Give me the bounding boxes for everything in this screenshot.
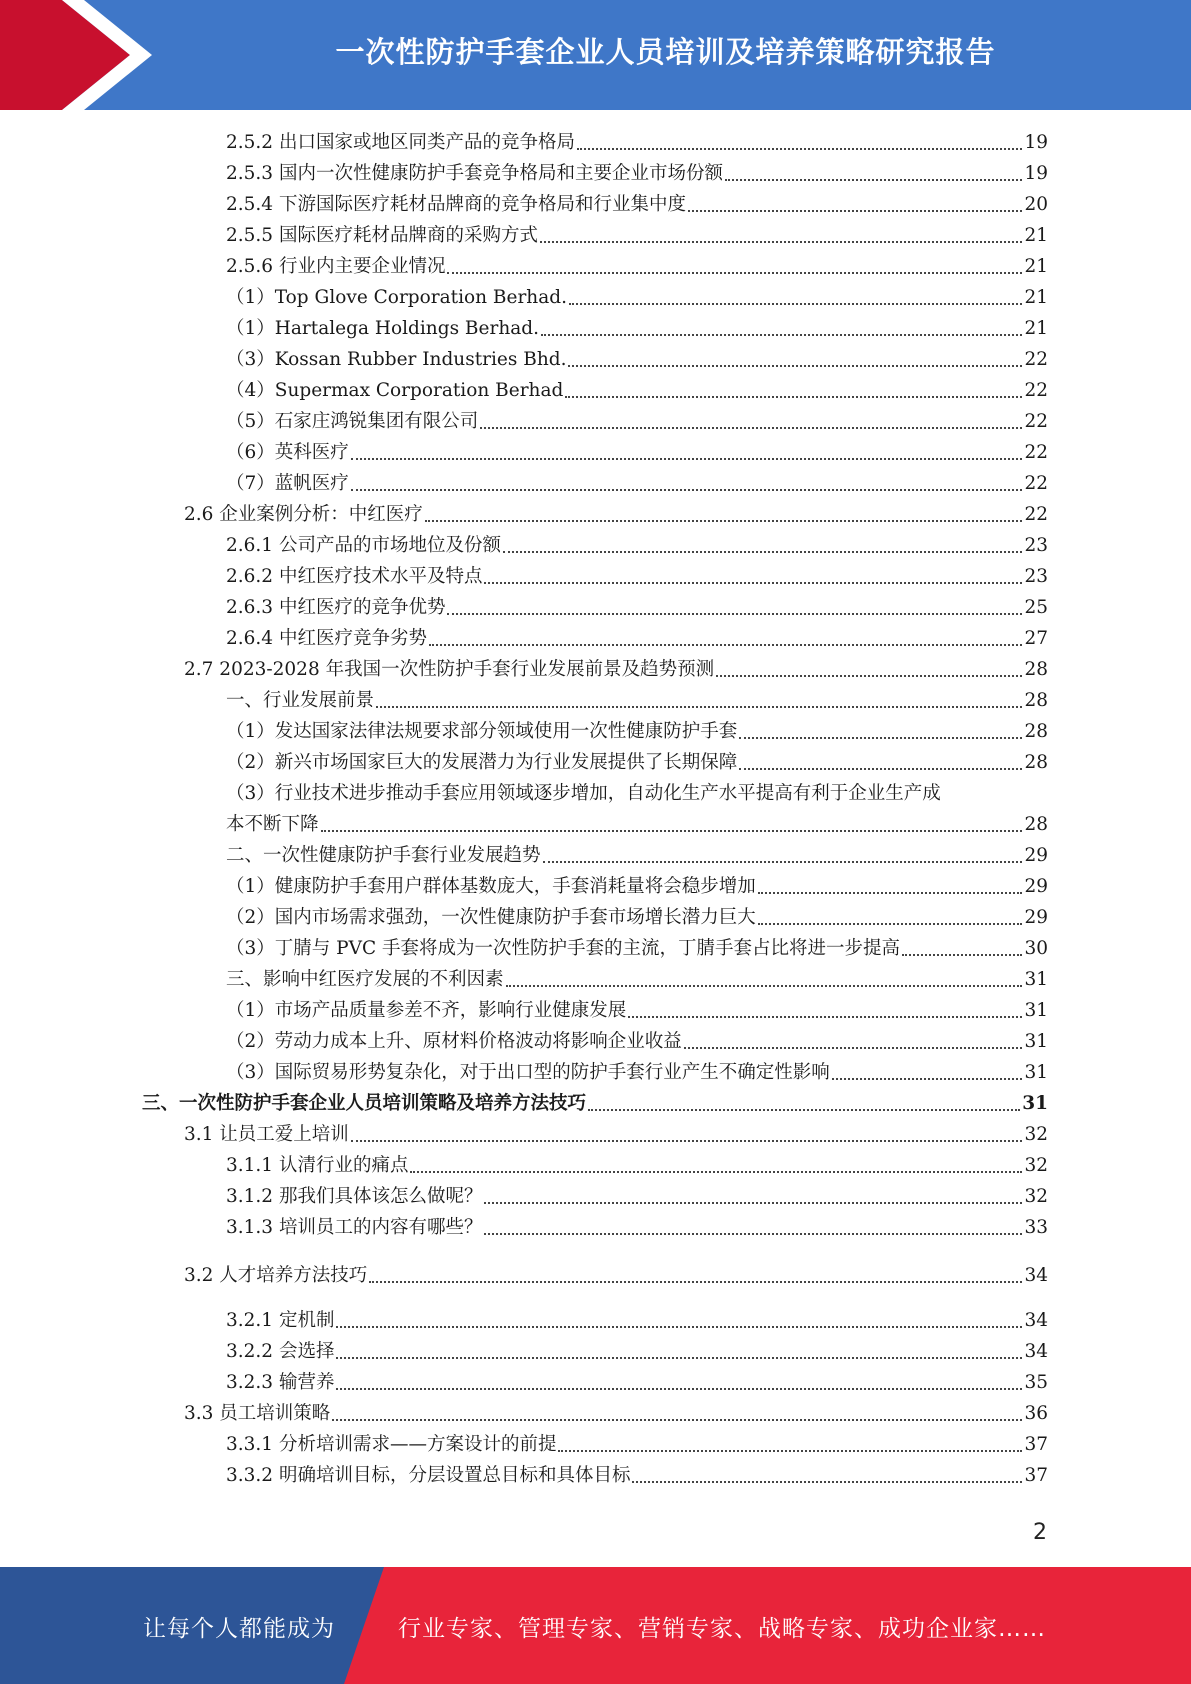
dot-leader — [758, 923, 1023, 925]
toc-entry[interactable] — [184, 654, 1048, 685]
dot-leader — [410, 1171, 1022, 1173]
toc-entry[interactable] — [226, 1212, 1048, 1243]
toc-label: 三、一次性防护手套企业人员培训策略及培养方法技巧 — [142, 1093, 587, 1114]
toc-entry[interactable] — [226, 902, 1048, 933]
toc-page: 21 — [1024, 225, 1048, 246]
dot-leader — [321, 830, 1023, 832]
toc-label: 2.5.5 国际医疗耗材品牌商的采购方式 — [226, 225, 538, 246]
toc-entry[interactable] — [226, 1429, 1048, 1460]
dot-leader — [336, 1326, 1022, 1328]
toc-label: 2.5.4 下游国际医疗耗材品牌商的竞争格局和行业集中度 — [226, 194, 686, 215]
dot-leader — [484, 1202, 1022, 1204]
toc-label: 3.1.1 认清行业的痛点 — [226, 1155, 409, 1176]
toc-page: 34 — [1024, 1265, 1048, 1286]
toc-page: 34 — [1024, 1310, 1048, 1331]
toc-label: （7）蓝帆医疗 — [226, 473, 349, 494]
toc-page: 20 — [1024, 194, 1048, 215]
toc-label: 3.3.1 分析培训需求——方案设计的前提 — [226, 1434, 557, 1455]
dot-leader — [447, 613, 1022, 615]
dot-leader — [588, 1109, 1020, 1111]
dot-leader — [688, 210, 1022, 212]
dot-leader — [332, 1419, 1022, 1421]
toc-label: 3.1 让员工爱上培训 — [184, 1124, 349, 1145]
toc-entry[interactable] — [226, 1150, 1048, 1181]
toc-entry[interactable] — [226, 220, 1048, 251]
toc-page: 21 — [1024, 256, 1048, 277]
page-footer — [0, 1567, 1191, 1684]
toc-entry[interactable] — [226, 561, 1048, 592]
toc-entry[interactable] — [226, 964, 1048, 995]
toc-entry[interactable] — [226, 592, 1048, 623]
toc-label: 三、影响中红医疗发展的不利因素 — [226, 969, 504, 990]
dot-leader — [480, 427, 1022, 429]
toc-entry[interactable] — [226, 158, 1048, 189]
dot-leader — [739, 737, 1022, 739]
toc-page: 32 — [1024, 1155, 1048, 1176]
toc-entry[interactable] — [226, 468, 1048, 499]
toc-page: 35 — [1024, 1372, 1048, 1393]
toc-page: 33 — [1024, 1217, 1048, 1238]
dot-leader — [558, 1450, 1022, 1452]
toc-entry[interactable] — [226, 406, 1048, 437]
toc-page: 28 — [1024, 752, 1048, 773]
toc-page: 28 — [1024, 690, 1048, 711]
toc-page: 34 — [1024, 1341, 1048, 1362]
dot-leader — [351, 489, 1023, 491]
toc-entry[interactable] — [226, 127, 1048, 158]
toc-label: 3.2.3 输营养 — [226, 1372, 335, 1393]
toc-page: 19 — [1024, 132, 1048, 153]
toc-entry[interactable] — [226, 1057, 1048, 1088]
toc-entry[interactable] — [226, 1181, 1048, 1212]
toc-label: 3.3 员工培训策略 — [184, 1403, 331, 1424]
dot-leader — [577, 148, 1022, 150]
toc-page: 21 — [1024, 287, 1048, 308]
toc-page: 29 — [1024, 845, 1048, 866]
dot-leader — [632, 1481, 1022, 1483]
toc-entry[interactable] — [226, 375, 1048, 406]
toc-entry[interactable] — [184, 499, 1048, 530]
toc-entry[interactable] — [226, 809, 1048, 840]
page-header — [0, 0, 1191, 110]
toc-page: 23 — [1024, 566, 1048, 587]
toc-label: （1）发达国家法律法规要求部分领域使用一次性健康防护手套 — [226, 721, 738, 742]
toc-page: 32 — [1024, 1124, 1048, 1145]
toc-label: （2）国内市场需求强劲，一次性健康防护手套市场增长潜力巨大 — [226, 907, 756, 928]
footer-slogan-right: 行业专家、管理专家、营销专家、战略专家、成功企业家…… — [398, 1616, 1046, 1642]
toc-entry[interactable] — [226, 716, 1048, 747]
dot-leader — [565, 396, 1022, 398]
toc-page: 25 — [1024, 597, 1048, 618]
toc-entry[interactable] — [226, 995, 1048, 1026]
dot-leader — [351, 458, 1023, 460]
dot-leader — [569, 303, 1022, 305]
dot-leader — [725, 179, 1022, 181]
toc-label: （4）Supermax Corporation Berhad — [226, 380, 564, 401]
toc-page: 22 — [1024, 442, 1048, 463]
toc-page: 31 — [1022, 1093, 1048, 1114]
toc-entry[interactable] — [226, 871, 1048, 902]
toc-entry[interactable] — [184, 1260, 1048, 1291]
toc-entry[interactable] — [184, 1398, 1048, 1429]
page-number: 2 — [1033, 1520, 1047, 1545]
toc-entry[interactable] — [226, 282, 1048, 313]
dot-leader — [369, 1281, 1022, 1283]
toc-label: （3）丁腈与 PVC 手套将成为一次性防护手套的主流，丁腈手套占比将进一步提高 — [226, 938, 900, 959]
toc-page: 29 — [1024, 876, 1048, 897]
toc-page: 23 — [1024, 535, 1048, 556]
toc-label: 2.6.3 中红医疗的竞争优势 — [226, 597, 446, 618]
toc-label: （2）劳动力成本上升、原材料价格波动将影响企业收益 — [226, 1031, 682, 1052]
toc-label: （1）Top Glove Corporation Berhad. — [226, 287, 567, 308]
toc-entry-wrapped-line[interactable]: （3）行业技术进步推动手套应用领域逐步增加，自动化生产水平提高有利于企业生产成 — [226, 783, 941, 804]
toc-page: 22 — [1024, 349, 1048, 370]
toc-entry[interactable] — [226, 840, 1048, 871]
toc-entry[interactable] — [226, 1367, 1048, 1398]
toc-entry[interactable] — [226, 251, 1048, 282]
toc-label: （5）石家庄鸿锐集团有限公司 — [226, 411, 479, 432]
toc-entry[interactable] — [226, 747, 1048, 778]
toc-label: 3.1.2 那我们具体该怎么做呢？ — [226, 1186, 483, 1207]
toc-label: 3.2 人才培养方法技巧 — [184, 1265, 368, 1286]
toc-label: 一、行业发展前景 — [226, 690, 375, 711]
toc-entry[interactable] — [184, 1119, 1048, 1150]
toc-page: 22 — [1024, 380, 1048, 401]
toc-label: （1）市场产品质量参差不齐，影响行业健康发展 — [226, 1000, 627, 1021]
toc-label: 3.1.3 培训员工的内容有哪些？ — [226, 1217, 483, 1238]
toc-label: （3）国际贸易形势复杂化，对于出口型的防护手套行业产生不确定性影响 — [226, 1062, 830, 1083]
toc-page: 22 — [1024, 504, 1048, 525]
dot-leader — [758, 892, 1023, 894]
toc-page: 31 — [1024, 1062, 1048, 1083]
dot-leader — [336, 1388, 1022, 1390]
dot-leader — [543, 861, 1023, 863]
toc-page: 22 — [1024, 411, 1048, 432]
toc-page: 37 — [1024, 1465, 1048, 1486]
toc-entry[interactable] — [226, 933, 1048, 964]
toc-page: 29 — [1024, 907, 1048, 928]
dot-leader — [628, 1016, 1022, 1018]
toc-label: 2.5.3 国内一次性健康防护手套竞争格局和主要企业市场份额 — [226, 163, 723, 184]
toc-entry[interactable] — [226, 685, 1048, 716]
dot-leader — [336, 1357, 1022, 1359]
toc-label: 2.7 2023-2028 年我国一次性防护手套行业发展前景及趋势预测 — [184, 659, 715, 680]
toc-page: 28 — [1024, 814, 1048, 835]
toc-page: 30 — [1024, 938, 1048, 959]
dot-leader — [902, 954, 1022, 956]
toc-page: 37 — [1024, 1434, 1048, 1455]
toc-page: 31 — [1024, 1000, 1048, 1021]
dot-leader — [484, 582, 1022, 584]
dot-leader — [684, 1047, 1023, 1049]
dot-leader — [503, 551, 1022, 553]
dot-leader — [376, 706, 1022, 708]
dot-leader — [429, 644, 1022, 646]
toc-label: 本不断下降 — [226, 814, 319, 835]
toc-label: （3）Kossan Rubber Industries Bhd. — [226, 349, 567, 370]
toc-page: 31 — [1024, 1031, 1048, 1052]
toc-label: （1）Hartalega Holdings Berhad. — [226, 318, 539, 339]
toc-entry[interactable] — [226, 623, 1048, 654]
toc-entry[interactable] — [226, 437, 1048, 468]
toc-entry[interactable] — [226, 1336, 1048, 1367]
toc-label: 3.3.2 明确培训目标，分层设置总目标和具体目标 — [226, 1465, 631, 1486]
toc-chapter-entry[interactable] — [142, 1088, 1048, 1119]
report-title: 一次性防护手套企业人员培训及培养策略研究报告 — [335, 35, 996, 69]
dot-leader — [351, 1140, 1023, 1142]
dot-leader — [484, 1233, 1022, 1235]
toc-entry[interactable] — [226, 189, 1048, 220]
dot-leader — [506, 985, 1023, 987]
toc-label: 2.6.1 公司产品的市场地位及份额 — [226, 535, 501, 556]
toc-label: （2）新兴市场国家巨大的发展潜力为行业发展提供了长期保障 — [226, 752, 738, 773]
toc-label: 3.2.2 会选择 — [226, 1341, 335, 1362]
toc-page: 22 — [1024, 473, 1048, 494]
dot-leader — [716, 675, 1022, 677]
toc-page: 19 — [1024, 163, 1048, 184]
toc-entry[interactable] — [226, 1460, 1048, 1491]
toc-label: 2.5.2 出口国家或地区同类产品的竞争格局 — [226, 132, 575, 153]
toc-page: 21 — [1024, 318, 1048, 339]
dot-leader — [447, 272, 1022, 274]
toc-label: 2.6.4 中红医疗竞争劣势 — [226, 628, 427, 649]
toc-entry[interactable] — [226, 313, 1048, 344]
toc-page: 31 — [1024, 969, 1048, 990]
toc-label: 2.5.6 行业内主要企业情况 — [226, 256, 446, 277]
toc-page: 32 — [1024, 1186, 1048, 1207]
toc-label: 2.6 企业案例分析：中红医疗 — [184, 504, 423, 525]
toc-label: （1）健康防护手套用户群体基数庞大，手套消耗量将会稳步增加 — [226, 876, 756, 897]
toc-entry[interactable] — [226, 344, 1048, 375]
dot-leader — [739, 768, 1022, 770]
toc-page: 28 — [1024, 659, 1048, 680]
footer-slogan-left: 让每个人都能成为 — [143, 1616, 335, 1642]
dot-leader — [568, 365, 1022, 367]
toc-page: 28 — [1024, 721, 1048, 742]
dot-leader — [540, 241, 1022, 243]
dot-leader — [832, 1078, 1023, 1080]
toc-entry[interactable] — [226, 1026, 1048, 1057]
toc-entry[interactable] — [226, 530, 1048, 561]
toc-label: 二、一次性健康防护手套行业发展趋势 — [226, 845, 541, 866]
toc-label: 2.6.2 中红医疗技术水平及特点 — [226, 566, 483, 587]
dot-leader — [541, 334, 1022, 336]
dot-leader — [425, 520, 1023, 522]
toc-label: 3.2.1 定机制 — [226, 1310, 335, 1331]
toc-label: （6）英科医疗 — [226, 442, 349, 463]
toc-entry[interactable] — [226, 1305, 1048, 1336]
toc-page: 36 — [1024, 1403, 1048, 1424]
toc-page: 27 — [1024, 628, 1048, 649]
